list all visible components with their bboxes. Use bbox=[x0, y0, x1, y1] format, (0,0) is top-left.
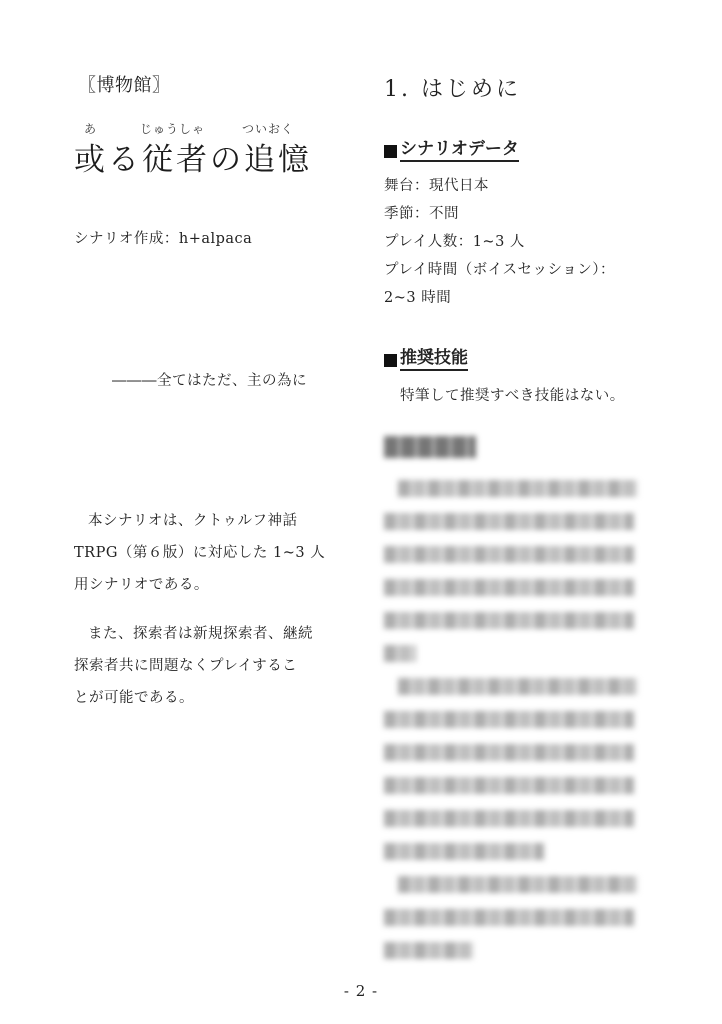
scenario-data-item: プレイ人数：1~3 人 bbox=[384, 234, 525, 250]
redacted-line bbox=[398, 480, 638, 497]
redacted-line bbox=[384, 579, 634, 596]
scenario-data-heading bbox=[384, 134, 519, 162]
redacted-line bbox=[384, 810, 634, 827]
square-bullet-icon bbox=[384, 354, 397, 367]
redacted-line bbox=[384, 711, 634, 728]
redacted-line bbox=[384, 546, 634, 563]
scenario-data-item: 季節：不問 bbox=[384, 206, 459, 222]
recommended-skills-heading bbox=[384, 343, 468, 371]
intro-paragraph-1 bbox=[74, 505, 336, 601]
recommended-skills-heading-text: 推奨技能 bbox=[400, 343, 468, 371]
section-title: 1. はじめに bbox=[384, 77, 521, 102]
intro-paragraph-2 bbox=[74, 618, 336, 714]
redacted-section bbox=[384, 436, 644, 975]
para1-line: 用シナリオである。 bbox=[74, 577, 209, 593]
redacted-line bbox=[384, 645, 416, 662]
author-credit: シナリオ作成：h+alpaca bbox=[74, 231, 253, 247]
redacted-line bbox=[398, 678, 638, 695]
redacted-line bbox=[384, 843, 544, 860]
title-ruby-a: あ bbox=[84, 122, 98, 136]
para1-line: 本シナリオは、クトゥルフ神話 bbox=[88, 513, 298, 529]
title-ruby-tsuioku: ついおく bbox=[242, 122, 295, 136]
page-number: - 2 - bbox=[343, 982, 379, 1000]
redacted-line bbox=[384, 612, 634, 629]
recommended-skills-text: 特筆して推奨すべき技能はない。 bbox=[400, 388, 625, 404]
redacted-line bbox=[384, 942, 474, 959]
title-ruby-jusha: じゅうしゃ bbox=[140, 122, 206, 136]
para2-line: 探索者共に問題なくプレイするこ bbox=[74, 658, 298, 674]
para1-line: TRPG（第６版）に対応した 1~3 人 bbox=[74, 545, 326, 561]
redacted-line bbox=[384, 777, 634, 794]
motto: ―――全てはただ、主の為に bbox=[112, 373, 307, 389]
scenario-data-item: プレイ時間（ボイスセッション）： bbox=[384, 262, 616, 278]
redacted-line bbox=[384, 744, 634, 761]
para2-line: また、探索者は新規探索者、継続 bbox=[88, 626, 313, 642]
scenario-data-item: 2~3 時間 bbox=[384, 290, 452, 306]
square-bullet-icon bbox=[384, 145, 397, 158]
category-label: 〖博物館〗 bbox=[78, 75, 171, 96]
redacted-heading bbox=[384, 436, 476, 458]
para2-line: とが可能である。 bbox=[74, 690, 194, 706]
redacted-line bbox=[398, 876, 638, 893]
scenario-title: 或る従者の追憶 bbox=[74, 142, 312, 178]
scenario-data-list bbox=[384, 172, 615, 312]
scenario-data-heading-text: シナリオデータ bbox=[400, 134, 519, 162]
redacted-line bbox=[384, 909, 634, 926]
redacted-line bbox=[384, 513, 634, 530]
scenario-data-item: 舞台：現代日本 bbox=[384, 178, 489, 194]
